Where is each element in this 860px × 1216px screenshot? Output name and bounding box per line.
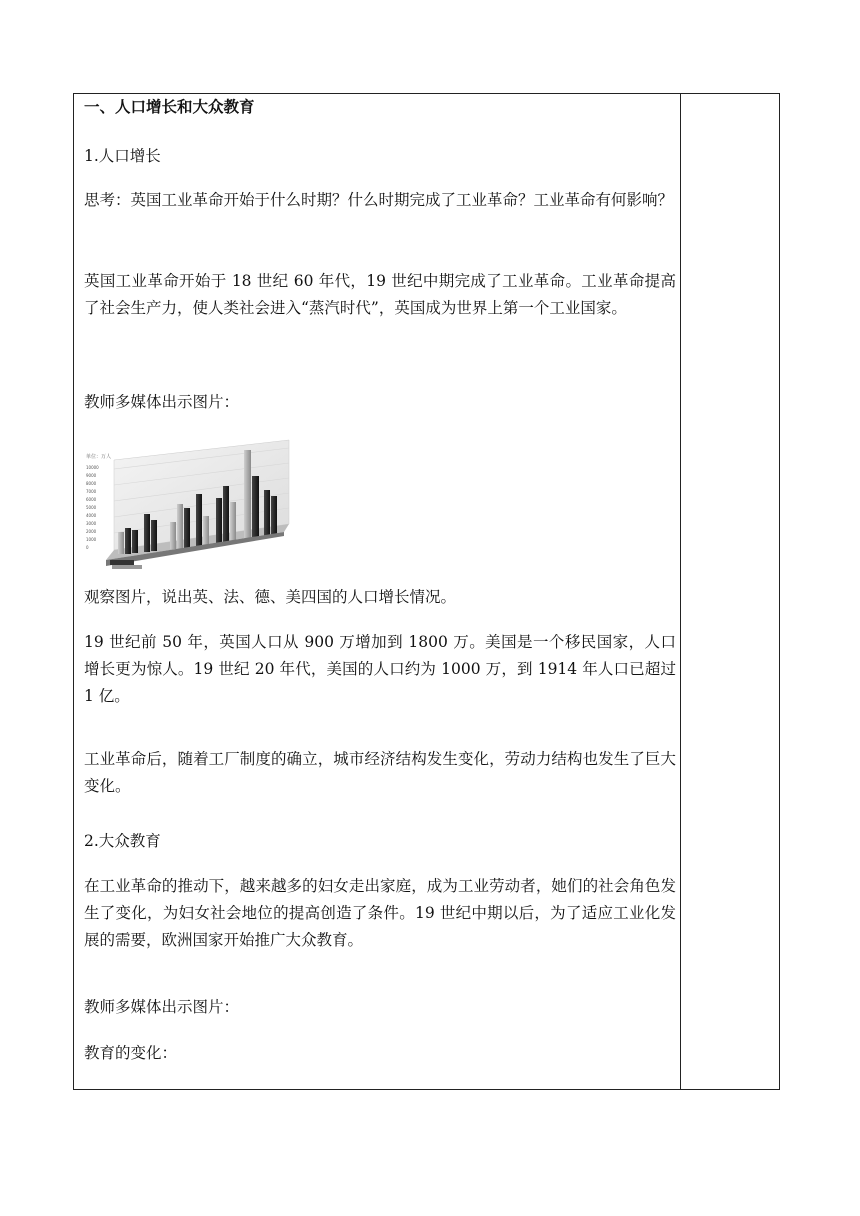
y-tick: 1000 bbox=[86, 537, 97, 542]
y-tick: 10000 bbox=[86, 465, 99, 470]
y-tick: 8000 bbox=[86, 481, 97, 486]
section-heading: 一、人口增长和大众教育 bbox=[84, 98, 255, 116]
teacher-shows-picture-2: 教师多媒体出示图片： bbox=[84, 998, 240, 1016]
education-change-label: 教育的变化： bbox=[84, 1044, 178, 1062]
industrial-paragraph: 工业革命后，随着工厂制度的确立，城市经济结构发生变化，劳动力结构也发生了巨大变化。 bbox=[84, 750, 676, 795]
education-paragraph: 在工业革命的推动下，越来越多的妇女走出家庭，成为工业劳动者，她们的社会角色发生了变化，为妇女社会地位的提高创造了条件。19 世纪中期以后，为了适应工业化发展的需要，欧洲国家开始推广大众教育。 bbox=[84, 877, 676, 949]
population-chart-svg bbox=[84, 432, 296, 570]
subheading-education: 2.大众教育 bbox=[84, 832, 161, 850]
population-paragraph: 19 世纪前 50 年，英国人口从 900 万增加到 1800 万。美国是一个移民国家，人口增长更为惊人。19 世纪 20 年代，美国的人口约为 1000 万，到 1914 年人口已超过 1 亿。 bbox=[84, 633, 676, 705]
y-tick: 7000 bbox=[86, 489, 97, 494]
observe-prompt: 观察图片，说出英、法、德、美四国的人口增长情况。 bbox=[84, 588, 457, 606]
y-tick: 0 bbox=[86, 545, 89, 550]
y-tick: 6000 bbox=[86, 497, 97, 502]
column-divider bbox=[680, 93, 681, 1090]
population-chart-image bbox=[84, 432, 296, 570]
chart-y-ticks bbox=[86, 465, 99, 550]
y-tick: 5000 bbox=[86, 505, 97, 510]
y-tick: 2000 bbox=[86, 529, 97, 534]
subheading-population: 1.人口增长 bbox=[84, 147, 161, 165]
chart-unit-label: 单位：万人 bbox=[86, 454, 112, 460]
y-tick: 9000 bbox=[86, 473, 97, 478]
answer-paragraph: 英国工业革命开始于 18 世纪 60 年代，19 世纪中期完成了工业革命。工业革命提高了社会生产力，使人类社会进入“蒸汽时代”，英国成为世界上第一个工业国家。 bbox=[84, 272, 676, 317]
question-paragraph: 思考：英国工业革命开始于什么时期？什么时期完成了工业革命？工业革命有何影响？ bbox=[84, 191, 674, 209]
teacher-shows-picture-1: 教师多媒体出示图片： bbox=[84, 393, 240, 411]
y-tick: 4000 bbox=[86, 513, 97, 518]
y-tick: 3000 bbox=[86, 521, 97, 526]
